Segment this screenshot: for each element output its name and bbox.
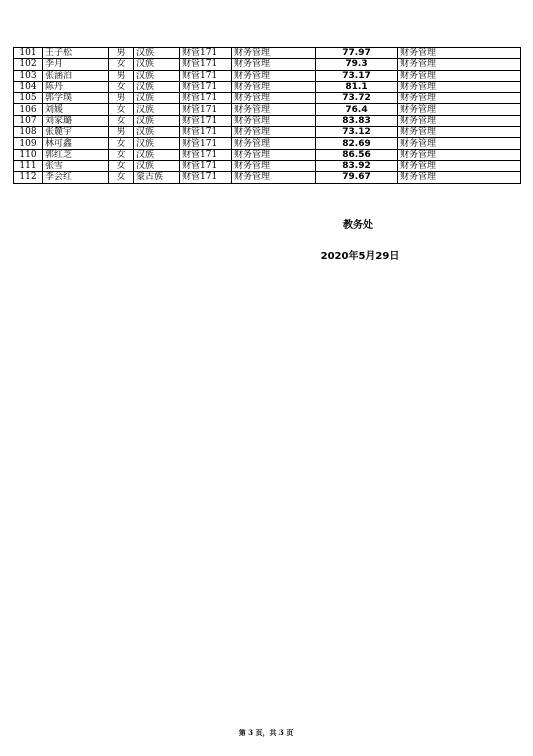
class-cell: 财管171: [180, 104, 232, 115]
class-cell: 财管171: [180, 172, 232, 183]
major-cell: 财务管理: [232, 172, 316, 183]
issuing-office: 教务处: [343, 220, 373, 231]
issue-date: 2020年5月29日: [320, 251, 400, 262]
student-name-cell: 郭学璞: [43, 93, 109, 104]
row-number-cell: 102: [14, 59, 43, 70]
row-number-cell: 110: [14, 149, 43, 160]
row-number-cell: 106: [14, 104, 43, 115]
class-cell: 财管171: [180, 81, 232, 92]
major-cell: 财务管理: [232, 93, 316, 104]
ethnicity-cell: 蒙古族: [134, 172, 180, 183]
ethnicity-cell: 汉族: [134, 70, 180, 81]
row-number-cell: 109: [14, 138, 43, 149]
class-cell: 财管171: [180, 70, 232, 81]
major-repeat-cell: 财务管理: [398, 127, 521, 138]
table-row: [14, 160, 521, 171]
class-cell: 财管171: [180, 59, 232, 70]
student-name-cell: 林可鑫: [43, 138, 109, 149]
student-name-cell: 李月: [43, 59, 109, 70]
table-row: [14, 127, 521, 138]
table-row: [14, 70, 521, 81]
gender-cell: 女: [109, 149, 134, 160]
student-name-cell: 李会红: [43, 172, 109, 183]
score-cell: 73.72: [316, 93, 398, 104]
major-cell: 财务管理: [232, 104, 316, 115]
table-row: [14, 59, 521, 70]
gender-cell: 男: [109, 48, 134, 59]
gender-cell: 男: [109, 70, 134, 81]
ethnicity-cell: 汉族: [134, 160, 180, 171]
major-repeat-cell: 财务管理: [398, 149, 521, 160]
major-repeat-cell: 财务管理: [398, 48, 521, 59]
score-cell: 77.97: [316, 48, 398, 59]
major-repeat-cell: 财务管理: [398, 81, 521, 92]
table-row: [14, 149, 521, 160]
gender-cell: 男: [109, 93, 134, 104]
ethnicity-cell: 汉族: [134, 127, 180, 138]
table-row: [14, 48, 521, 59]
row-number-cell: 101: [14, 48, 43, 59]
ethnicity-cell: 汉族: [134, 81, 180, 92]
class-cell: 财管171: [180, 48, 232, 59]
page-number: 第 3 页，共 3 页: [238, 728, 294, 737]
class-cell: 财管171: [180, 149, 232, 160]
major-cell: 财务管理: [232, 81, 316, 92]
row-number-cell: 108: [14, 127, 43, 138]
class-cell: 财管171: [180, 160, 232, 171]
major-repeat-cell: 财务管理: [398, 59, 521, 70]
roster-body: [14, 48, 521, 184]
table-row: [14, 104, 521, 115]
student-name-cell: 王子松: [43, 48, 109, 59]
student-roster-table: [13, 47, 521, 184]
ethnicity-cell: 汉族: [134, 138, 180, 149]
major-repeat-cell: 财务管理: [398, 160, 521, 171]
row-number-cell: 103: [14, 70, 43, 81]
ethnicity-cell: 汉族: [134, 115, 180, 126]
major-cell: 财务管理: [232, 115, 316, 126]
gender-cell: 女: [109, 115, 134, 126]
gender-cell: 女: [109, 104, 134, 115]
major-cell: 财务管理: [232, 138, 316, 149]
score-cell: 83.83: [316, 115, 398, 126]
major-repeat-cell: 财务管理: [398, 104, 521, 115]
gender-cell: 女: [109, 172, 134, 183]
class-cell: 财管171: [180, 138, 232, 149]
table-row: [14, 115, 521, 126]
major-cell: 财务管理: [232, 70, 316, 81]
class-cell: 财管171: [180, 115, 232, 126]
table-row: [14, 172, 521, 183]
row-number-cell: 104: [14, 81, 43, 92]
ethnicity-cell: 汉族: [134, 149, 180, 160]
row-number-cell: 105: [14, 93, 43, 104]
ethnicity-cell: 汉族: [134, 104, 180, 115]
row-number-cell: 111: [14, 160, 43, 171]
ethnicity-cell: 汉族: [134, 59, 180, 70]
student-name-cell: 郭红芝: [43, 149, 109, 160]
score-cell: 86.56: [316, 149, 398, 160]
major-repeat-cell: 财务管理: [398, 138, 521, 149]
score-cell: 83.92: [316, 160, 398, 171]
ethnicity-cell: 汉族: [134, 48, 180, 59]
table-row: [14, 81, 521, 92]
student-name-cell: 陈丹: [43, 81, 109, 92]
major-cell: 财务管理: [232, 48, 316, 59]
student-name-cell: 刘媛: [43, 104, 109, 115]
student-name-cell: 张雪: [43, 160, 109, 171]
table-row: [14, 138, 521, 149]
major-repeat-cell: 财务管理: [398, 93, 521, 104]
gender-cell: 女: [109, 81, 134, 92]
major-cell: 财务管理: [232, 160, 316, 171]
ethnicity-cell: 汉族: [134, 93, 180, 104]
class-cell: 财管171: [180, 127, 232, 138]
student-name-cell: 刘家璐: [43, 115, 109, 126]
score-cell: 79.67: [316, 172, 398, 183]
gender-cell: 女: [109, 59, 134, 70]
major-repeat-cell: 财务管理: [398, 70, 521, 81]
row-number-cell: 112: [14, 172, 43, 183]
score-cell: 79.3: [316, 59, 398, 70]
score-cell: 73.12: [316, 127, 398, 138]
table-row: [14, 93, 521, 104]
student-name-cell: 张涵泊: [43, 70, 109, 81]
class-cell: 财管171: [180, 93, 232, 104]
major-repeat-cell: 财务管理: [398, 115, 521, 126]
major-repeat-cell: 财务管理: [398, 172, 521, 183]
major-cell: 财务管理: [232, 59, 316, 70]
row-number-cell: 107: [14, 115, 43, 126]
score-cell: 82.69: [316, 138, 398, 149]
gender-cell: 男: [109, 127, 134, 138]
major-cell: 财务管理: [232, 149, 316, 160]
score-cell: 81.1: [316, 81, 398, 92]
score-cell: 76.4: [316, 104, 398, 115]
gender-cell: 女: [109, 160, 134, 171]
student-name-cell: 张麓宇: [43, 127, 109, 138]
score-cell: 73.17: [316, 70, 398, 81]
major-cell: 财务管理: [232, 127, 316, 138]
gender-cell: 女: [109, 138, 134, 149]
